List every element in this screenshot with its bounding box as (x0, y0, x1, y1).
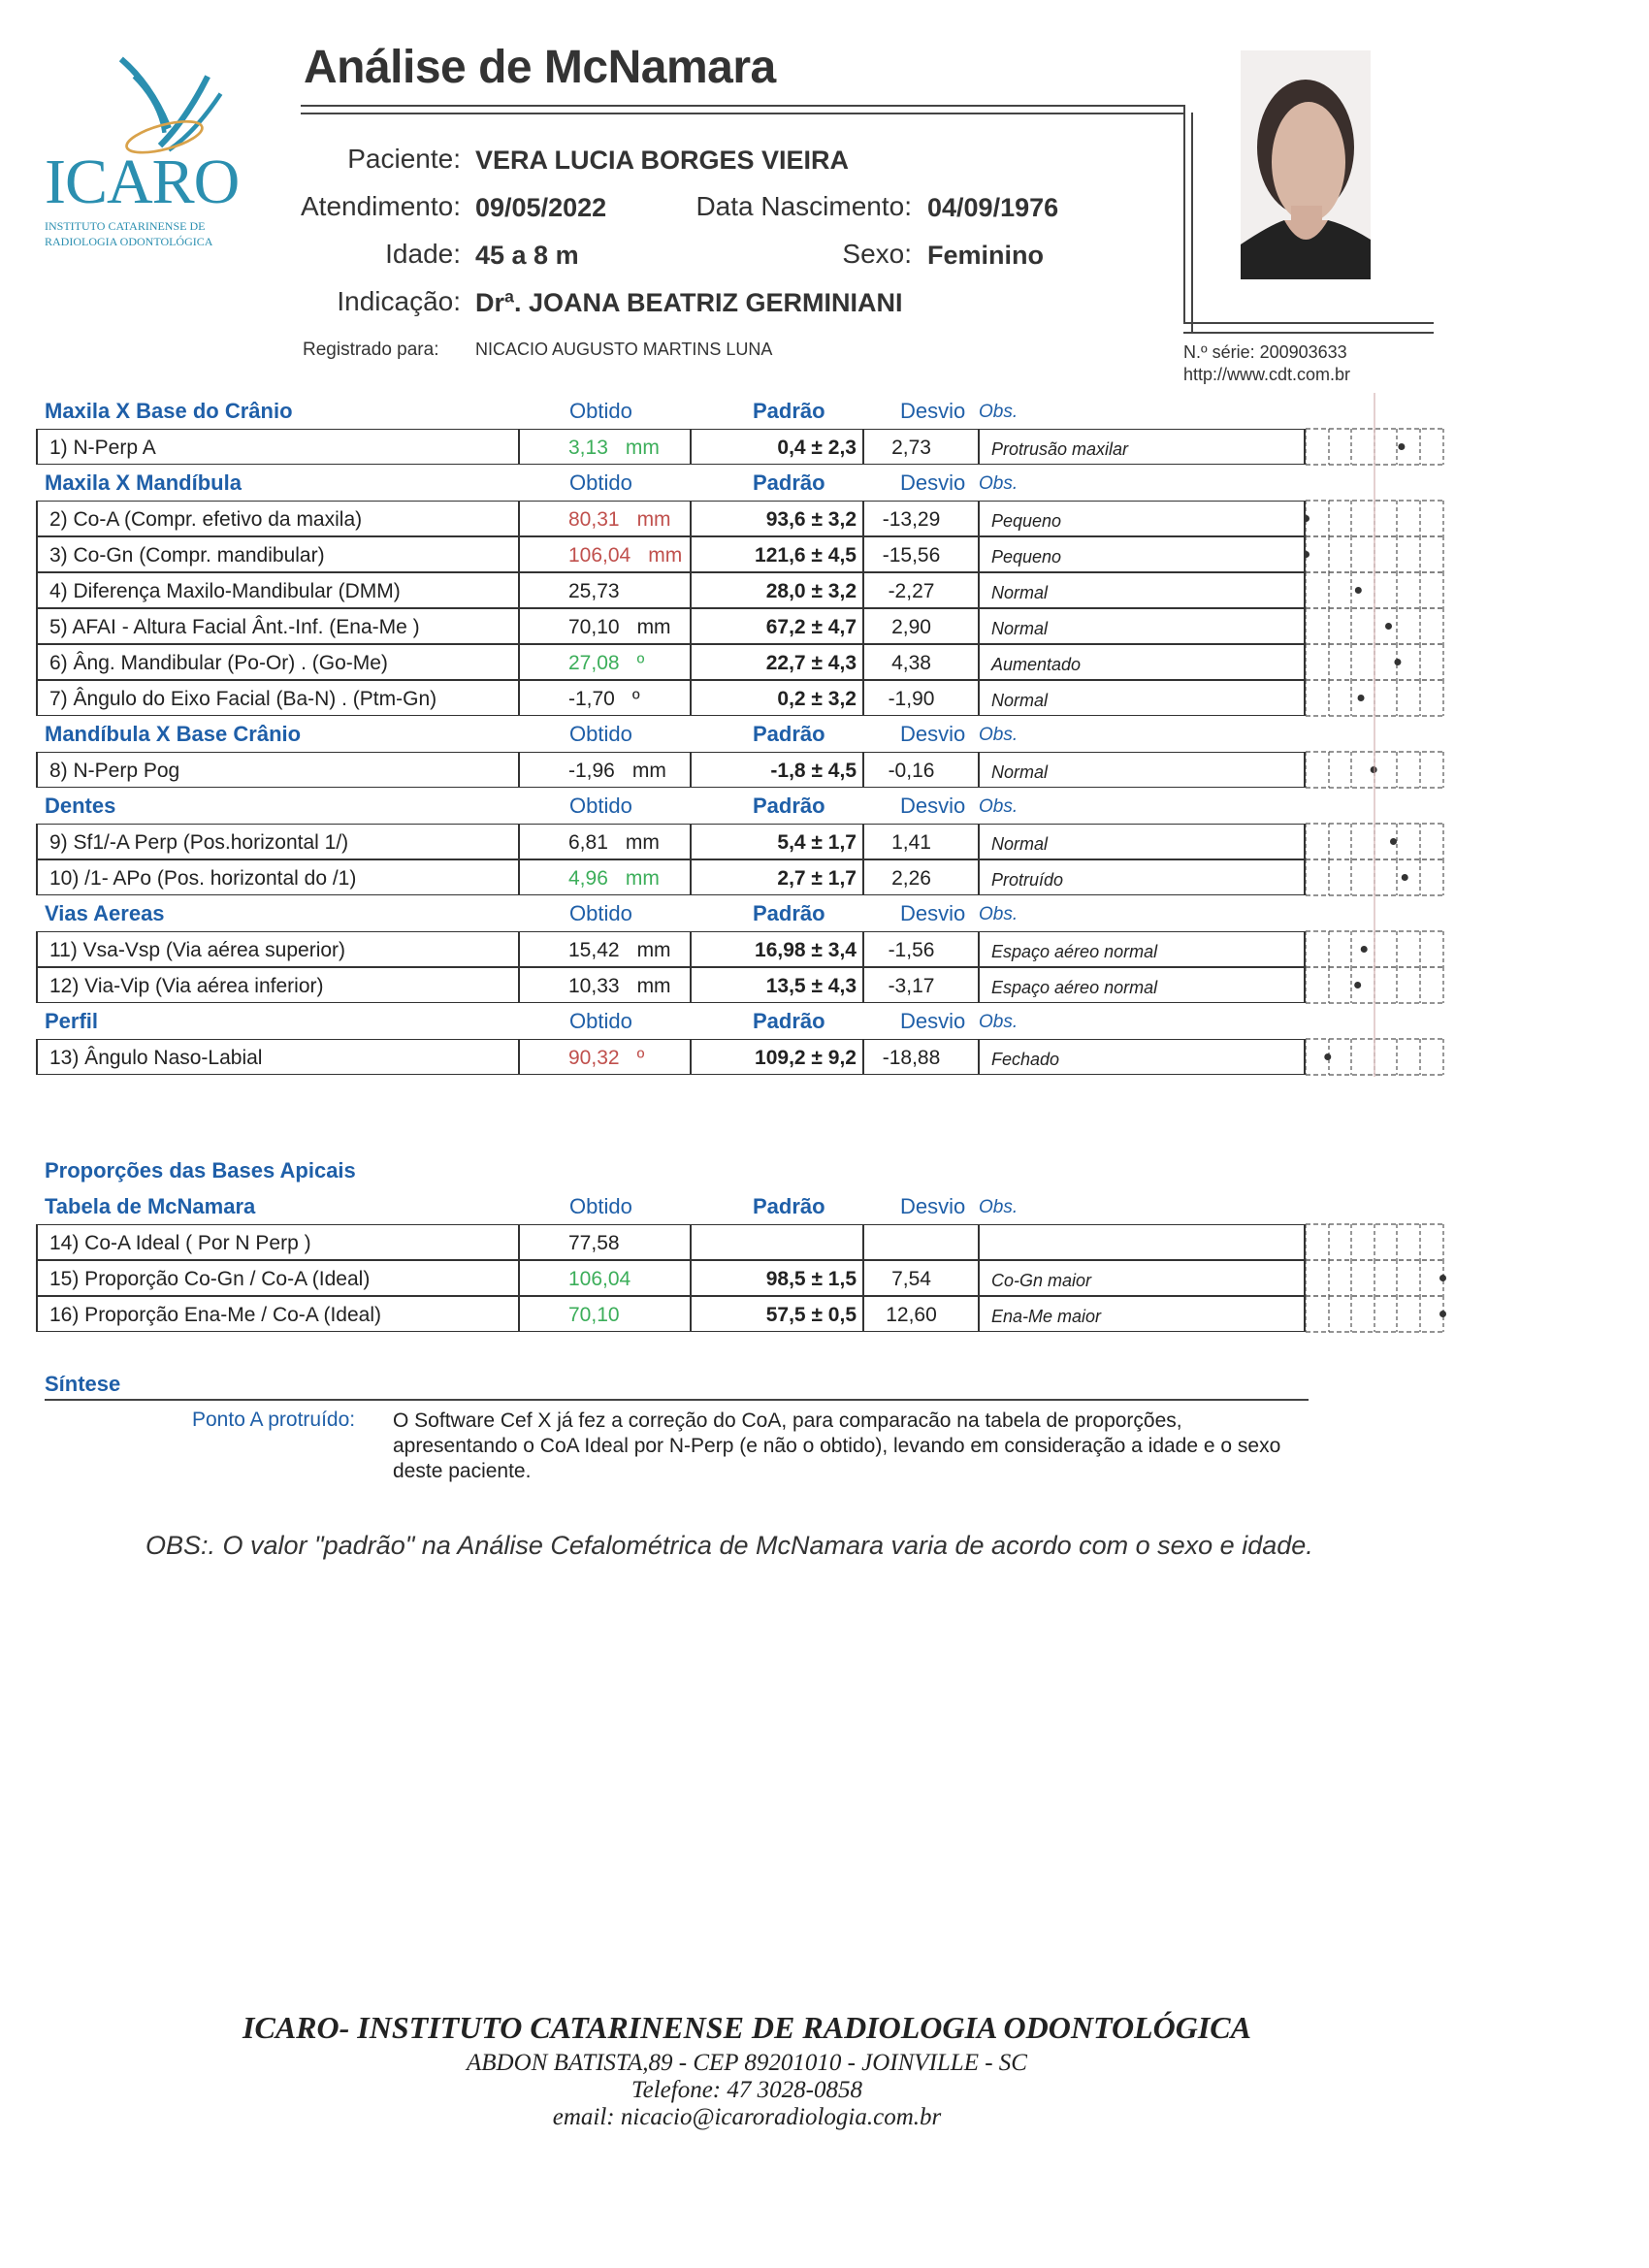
col-padrao: Padrão (753, 470, 825, 495)
serial-number: N.º série: 200903633 (1183, 342, 1347, 362)
deviation-dot (1355, 587, 1362, 594)
standard-value: 22,7 ± 4,3 (690, 645, 862, 679)
standard-value: 0,4 ± 2,3 (690, 430, 862, 464)
unit: mm (636, 939, 671, 961)
attendance-date: 09/05/2022 (475, 193, 607, 222)
section-title: Maxila X Base do Crânio (45, 399, 293, 423)
standard-value (690, 1225, 862, 1259)
observation: Espaço aéreo normal (978, 932, 1306, 966)
footer-address: ABDON BATISTA,89 - CEP 89201010 - JOINVILLE - SC (467, 2050, 1027, 2076)
standard-value: 98,5 ± 1,5 (690, 1261, 862, 1295)
observation: Ena-Me maior (978, 1297, 1306, 1331)
value: -1,96 (568, 760, 615, 782)
observation: Espaço aéreo normal (978, 968, 1306, 1002)
value: 70,10 (568, 1304, 620, 1326)
deviation-dot (1361, 946, 1368, 953)
obtained-value (518, 609, 690, 643)
registered-label: Registrado para: (303, 340, 439, 360)
deviation-value: -1,90 (862, 681, 978, 715)
col-obs: Obs. (979, 796, 1018, 817)
table-row (36, 752, 1306, 788)
table-row (36, 1039, 1306, 1075)
obtained-value (518, 573, 690, 607)
age: 45 a 8 m (475, 241, 579, 270)
deviation-value: -1,56 (862, 932, 978, 966)
standard-value: 121,6 ± 4,5 (690, 537, 862, 571)
section-title: Tabela de McNamara (45, 1194, 256, 1218)
logo-subtitle-2: RADIOLOGIA ODONTOLÓGICA (45, 235, 213, 248)
deviation-dot (1398, 443, 1405, 450)
cephalometric-diagram (1306, 393, 1451, 1344)
age-label: Idade: (385, 239, 461, 269)
birth-date-label: Data Nascimento: (695, 191, 912, 221)
table-row (36, 644, 1306, 680)
measure-label: 13) Ângulo Naso-Labial (49, 1047, 263, 1069)
section-title: Dentes (45, 794, 116, 818)
col-obtido: Obtido (569, 794, 632, 818)
table-row (36, 536, 1306, 572)
standard-value: 5,4 ± 1,7 (690, 825, 862, 859)
divider (1183, 332, 1434, 334)
deviation-value: 7,54 (862, 1261, 978, 1295)
unit: º (631, 688, 640, 710)
footer-institution: ICARO- INSTITUTO CATARINENSE DE RADIOLOGIA ODONTOLÓGICA (242, 2010, 1251, 2045)
observation: Pequeno (978, 537, 1306, 571)
obtained-value (518, 1225, 690, 1259)
table-row (36, 1296, 1306, 1332)
value: 80,31 (568, 508, 620, 531)
obtained-value (518, 968, 690, 1002)
unit: mm (636, 616, 671, 638)
standard-value: 28,0 ± 3,2 (690, 573, 862, 607)
section-header (45, 465, 1451, 501)
value: 15,42 (568, 939, 620, 961)
table-row (36, 859, 1306, 895)
logo-subtitle-1: INSTITUTO CATARINENSE DE (45, 219, 206, 233)
unit: mm (636, 508, 671, 531)
obtained-value (518, 1040, 690, 1074)
measure-label: 7) Ângulo do Eixo Facial (Ba-N) . (Ptm-Gn) (49, 688, 437, 710)
deviation-dot (1354, 982, 1361, 988)
sex-label: Sexo: (842, 239, 912, 269)
standard-value: 67,2 ± 4,7 (690, 609, 862, 643)
proportions-title: Proporções das Bases Apicais (45, 1158, 356, 1183)
deviation-value: -0,16 (862, 753, 978, 787)
observation: Normal (978, 753, 1306, 787)
standard-value: 0,2 ± 3,2 (690, 681, 862, 715)
section-header (45, 1003, 1451, 1039)
measure-label: 3) Co-Gn (Compr. mandibular) (49, 544, 325, 567)
observation: Co-Gn maior (978, 1261, 1306, 1295)
measure-label: 5) AFAI - Altura Facial Ânt.-Inf. (Ena-Me ) (49, 616, 420, 638)
deviation-value: -3,17 (862, 968, 978, 1002)
col-obtido: Obtido (569, 1009, 632, 1033)
measure-label: 4) Diferença Maxilo-Mandibular (DMM) (49, 580, 401, 602)
table-row (36, 608, 1306, 644)
value: 90,32 (568, 1047, 620, 1069)
indication-label: Indicação: (337, 286, 461, 316)
deviation-dot (1439, 1311, 1446, 1317)
standard-value: -1,8 ± 4,5 (690, 753, 862, 787)
deviation-dot (1439, 1275, 1446, 1281)
table-row (36, 1260, 1306, 1296)
icaro-logo (39, 53, 281, 247)
value: 27,08 (568, 652, 620, 674)
section-title: Maxila X Mandíbula (45, 470, 242, 495)
col-desvio: Desvio (900, 901, 966, 925)
table-row (36, 429, 1306, 465)
deviation-dot (1306, 551, 1310, 558)
table-row (36, 1224, 1306, 1260)
footer-phone: Telefone: 47 3028-0858 (631, 2077, 862, 2103)
obtained-value (518, 537, 690, 571)
section-header (45, 788, 1451, 824)
observation: Normal (978, 573, 1306, 607)
value: 106,04 (568, 1268, 631, 1290)
synthesis-heading: Síntese (45, 1372, 121, 1396)
patient-label: Paciente: (347, 144, 461, 174)
deviation-value: 2,73 (862, 430, 978, 464)
observation: Normal (978, 681, 1306, 715)
col-obtido: Obtido (569, 722, 632, 746)
col-desvio: Desvio (900, 794, 966, 818)
patient-name: VERA LUCIA BORGES VIEIRA (475, 146, 850, 175)
deviation-value: -13,29 (862, 502, 978, 535)
obtained-value (518, 932, 690, 966)
col-obs: Obs. (979, 904, 1018, 924)
deviation-dot (1402, 874, 1408, 881)
col-obs: Obs. (979, 473, 1018, 494)
patient-photo (1241, 50, 1371, 279)
col-padrao: Padrão (753, 794, 825, 818)
measure-label: 8) N-Perp Pog (49, 760, 180, 782)
observation: Aumentado (978, 645, 1306, 679)
col-desvio: Desvio (900, 399, 966, 423)
attendance-label: Atendimento: (301, 191, 461, 221)
deviation-dot (1371, 766, 1377, 773)
value: 10,33 (568, 975, 620, 997)
value: -1,70 (568, 688, 615, 710)
deviation-value: 2,90 (862, 609, 978, 643)
divider (301, 105, 1185, 107)
website: http://www.cdt.com.br (1183, 365, 1351, 384)
deviation-dot (1385, 623, 1392, 630)
observation: Protrusão maxilar (978, 430, 1306, 464)
col-obtido: Obtido (569, 470, 632, 495)
deviation-value: -2,27 (862, 573, 978, 607)
col-obtido: Obtido (569, 399, 632, 423)
col-padrao: Padrão (753, 1194, 825, 1218)
standard-value: 93,6 ± 3,2 (690, 502, 862, 535)
standard-value: 2,7 ± 1,7 (690, 860, 862, 894)
table-row (36, 967, 1306, 1003)
unit: º (636, 652, 645, 674)
section-title: Vias Aereas (45, 901, 165, 925)
obtained-value (518, 825, 690, 859)
divider (1183, 105, 1185, 324)
measure-label: 10) /1- APo (Pos. horizontal do /1) (49, 867, 357, 890)
divider (1191, 113, 1193, 332)
unit: mm (625, 831, 660, 854)
deviation-value: -18,88 (862, 1040, 978, 1074)
observation: Pequeno (978, 502, 1306, 535)
value: 25,73 (568, 580, 620, 602)
obtained-value (518, 430, 690, 464)
col-obs: Obs. (979, 1012, 1018, 1032)
table-row (36, 824, 1306, 859)
value: 4,96 (568, 867, 608, 890)
col-obs: Obs. (979, 725, 1018, 745)
footer-email: email: nicacio@icaroradiologia.com.br (552, 2104, 942, 2130)
measure-label: 16) Proporção Ena-Me / Co-A (Ideal) (49, 1304, 381, 1326)
table-row (36, 501, 1306, 536)
deviation-value: 4,38 (862, 645, 978, 679)
measure-label: 12) Via-Vip (Via aérea inferior) (49, 975, 324, 997)
deviation-value: 1,41 (862, 825, 978, 859)
table-row (36, 680, 1306, 716)
deviation-value: 2,26 (862, 860, 978, 894)
col-padrao: Padrão (753, 1009, 825, 1033)
deviation-dot (1306, 515, 1310, 522)
deviation-dot (1324, 1053, 1331, 1060)
col-padrao: Padrão (753, 901, 825, 925)
col-obs: Obs. (979, 1197, 1018, 1217)
col-obtido: Obtido (569, 901, 632, 925)
observation (978, 1225, 1306, 1259)
observation: Protruído (978, 860, 1306, 894)
deviation-value (862, 1225, 978, 1259)
observation-note: OBS:. O valor "padrão" na Análise Cefalométrica de McNamara varia de acordo com o sexo e idade. (146, 1531, 1313, 1560)
col-obtido: Obtido (569, 1194, 632, 1218)
measure-label: 14) Co-A Ideal ( Por N Perp ) (49, 1232, 311, 1254)
section-title: Perfil (45, 1009, 99, 1033)
obtained-value (518, 645, 690, 679)
unit: mm (631, 760, 666, 782)
observation: Normal (978, 825, 1306, 859)
measure-label: 15) Proporção Co-Gn / Co-A (Ideal) (49, 1268, 371, 1290)
deviation-dot (1394, 659, 1401, 665)
unit: mm (625, 437, 660, 459)
standard-value: 109,2 ± 9,2 (690, 1040, 862, 1074)
col-obs: Obs. (979, 402, 1018, 422)
col-desvio: Desvio (900, 722, 966, 746)
standard-value: 16,98 ± 3,4 (690, 932, 862, 966)
col-desvio: Desvio (900, 470, 966, 495)
standard-value: 13,5 ± 4,3 (690, 968, 862, 1002)
indication: Drª. JOANA BEATRIZ GERMINIANI (475, 288, 903, 317)
deviation-value: -15,56 (862, 537, 978, 571)
table-row (36, 572, 1306, 608)
deviation-dot (1358, 695, 1365, 701)
value: 106,04 (568, 544, 631, 567)
unit: mm (648, 544, 683, 567)
unit: mm (636, 975, 671, 997)
measure-label: 6) Âng. Mandibular (Po-Or) . (Go-Me) (49, 652, 388, 674)
divider (301, 113, 1185, 114)
obtained-value (518, 1261, 690, 1295)
synthesis-text: O Software Cef X já fez a correção do CoA, para comparacão na tabela de proporções, apresentando o CoA Ideal por N-Perp (e não o obtido), levando em consideração a idade e o sexo deste paciente. (393, 1409, 1281, 1482)
logo-swoosh-icon (39, 53, 281, 160)
obtained-value (518, 1297, 690, 1331)
divider (1183, 322, 1434, 324)
proportions-heading (45, 1152, 1451, 1188)
table-row (36, 931, 1306, 967)
value: 6,81 (568, 831, 608, 854)
obtained-value (518, 753, 690, 787)
obtained-value (518, 860, 690, 894)
obtained-value (518, 502, 690, 535)
measure-label: 11) Vsa-Vsp (Via aérea superior) (49, 939, 346, 961)
registered-to: NICACIO AUGUSTO MARTINS LUNA (475, 340, 773, 359)
measure-label: 1) N-Perp A (49, 437, 156, 459)
obtained-value (518, 681, 690, 715)
value: 70,10 (568, 616, 620, 638)
synthesis-label: Ponto A protruído: (192, 1409, 356, 1431)
col-padrao: Padrão (753, 399, 825, 423)
deviation-dot (1390, 838, 1397, 845)
unit: º (636, 1047, 645, 1069)
col-padrao: Padrão (753, 722, 825, 746)
col-desvio: Desvio (900, 1009, 966, 1033)
logo-text: ICARO (45, 146, 240, 217)
section-header (45, 1188, 1451, 1224)
value: 3,13 (568, 437, 608, 459)
standard-value: 57,5 ± 0,5 (690, 1297, 862, 1331)
divider (45, 1399, 1309, 1401)
section-header (45, 716, 1451, 752)
sex: Feminino (927, 241, 1044, 270)
observation: Fechado (978, 1040, 1306, 1074)
unit: mm (625, 867, 660, 890)
section-title: Mandíbula X Base Crânio (45, 722, 302, 746)
value: 77,58 (568, 1232, 620, 1254)
measure-label: 9) Sf1/-A Perp (Pos.horizontal 1/) (49, 831, 349, 854)
measure-label: 2) Co-A (Compr. efetivo da maxila) (49, 508, 363, 531)
section-header (45, 895, 1451, 931)
section-header (45, 393, 1451, 429)
page-title: Análise de McNamara (304, 42, 776, 93)
deviation-value: 12,60 (862, 1297, 978, 1331)
birth-date: 04/09/1976 (927, 193, 1059, 222)
col-desvio: Desvio (900, 1194, 966, 1218)
observation: Normal (978, 609, 1306, 643)
